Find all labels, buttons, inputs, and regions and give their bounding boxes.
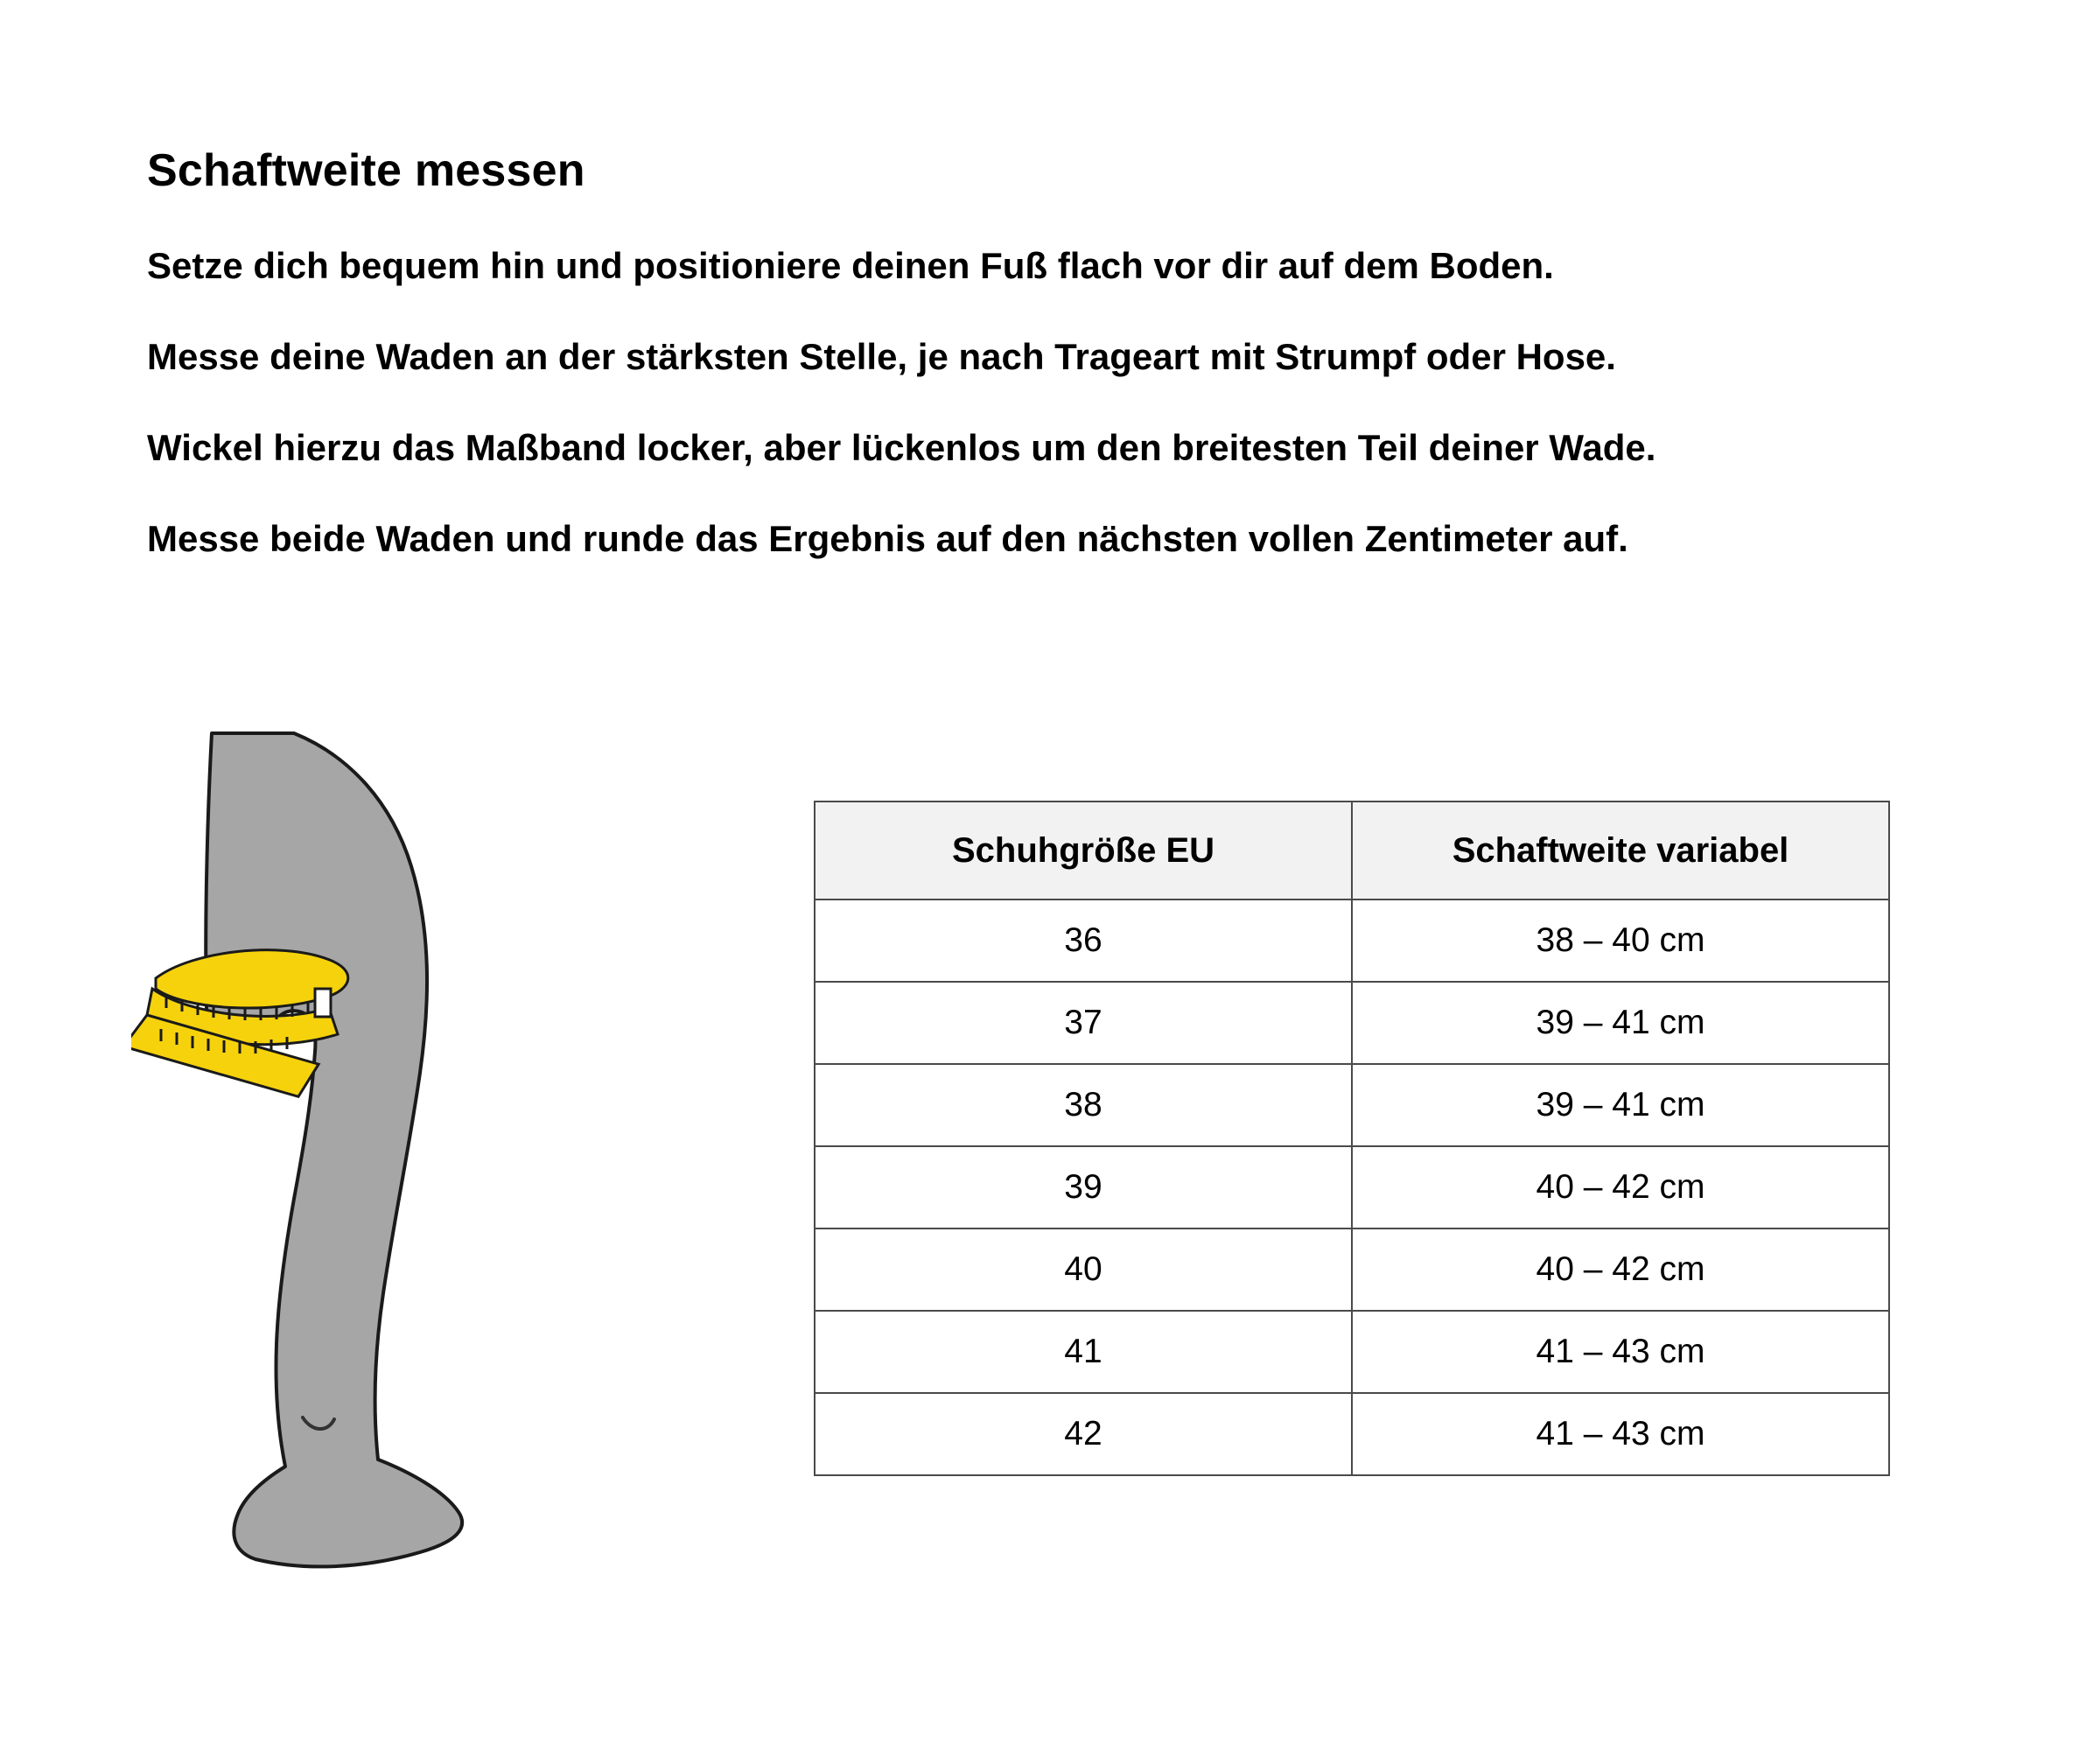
size-chart-table <box>814 801 1890 1476</box>
cell-shaft-width: 39 – 41 cm <box>1352 982 1889 1064</box>
instruction-line: Wickel hierzu das Maßband locker, aber lückenlos um den breitesten Teil deiner Wade. <box>147 427 1656 468</box>
instruction-line: Messe beide Waden und runde das Ergebnis auf den nächsten vollen Zentimeter auf. <box>147 518 1628 559</box>
cell-shoe-size: 38 <box>815 1064 1352 1146</box>
leg-shape <box>206 733 462 1566</box>
table-header <box>815 802 1889 900</box>
cell-shoe-size: 42 <box>815 1393 1352 1475</box>
cell-shoe-size: 41 <box>815 1311 1352 1393</box>
cell-shoe-size: 40 <box>815 1228 1352 1311</box>
table-body <box>815 900 1889 1475</box>
cell-shoe-size: 39 <box>815 1146 1352 1228</box>
table-row <box>815 900 1889 982</box>
table-row <box>815 982 1889 1064</box>
tape-slider <box>315 989 331 1017</box>
page-title: Schaftweite messen <box>147 145 585 196</box>
cell-shaft-width: 40 – 42 cm <box>1352 1228 1889 1311</box>
table-row <box>815 1146 1889 1228</box>
table-row <box>815 1064 1889 1146</box>
leg-with-measuring-tape-illustration <box>131 726 674 1654</box>
column-header-shoe-size: Schuhgröße EU <box>815 802 1352 900</box>
instructions-block <box>147 245 1984 612</box>
cell-shaft-width: 39 – 41 cm <box>1352 1064 1889 1146</box>
cell-shaft-width: 40 – 42 cm <box>1352 1146 1889 1228</box>
cell-shoe-size: 36 <box>815 900 1352 982</box>
table-row <box>815 1393 1889 1475</box>
column-header-shaft-width: Schaftweite variabel <box>1352 802 1889 900</box>
cell-shaft-width: 41 – 43 cm <box>1352 1393 1889 1475</box>
table-row <box>815 1228 1889 1311</box>
table-header-row <box>815 802 1889 900</box>
table-row <box>815 1311 1889 1393</box>
cell-shaft-width: 38 – 40 cm <box>1352 900 1889 982</box>
instruction-line: Setze dich bequem hin und positioniere deinen Fuß flach vor dir auf dem Boden. <box>147 245 1554 286</box>
cell-shoe-size: 37 <box>815 982 1352 1064</box>
instruction-line: Messe deine Waden an der stärksten Stelle, je nach Trageart mit Strumpf oder Hose. <box>147 336 1616 377</box>
cell-shaft-width: 41 – 43 cm <box>1352 1311 1889 1393</box>
